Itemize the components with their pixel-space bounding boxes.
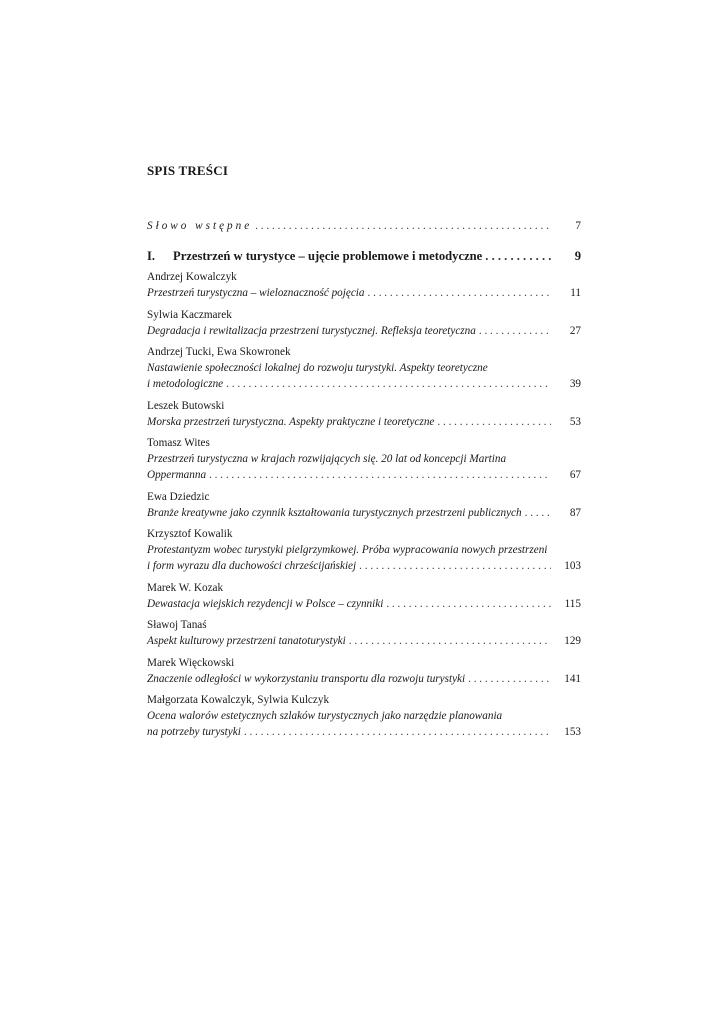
toc-entry-author: Andrzej Kowalczyk [147, 271, 237, 283]
section-page: 9 [574, 249, 581, 263]
toc-entry-author: Marek W. Kozak [147, 581, 224, 594]
toc-entry-title: Oppermanna [147, 469, 207, 481]
leader-dots [437, 414, 551, 430]
page-title: SPIS TREŚCI [147, 163, 229, 178]
leader-dots [386, 596, 551, 612]
toc-entry-page: 129 [564, 635, 581, 647]
toc-entry-title-line: Protestantyzm wobec turystyki pielgrzymkowej. Próba wypracowania nowych przestrzeni [147, 544, 548, 556]
toc-entry-title: na potrzeby turystyki [147, 726, 241, 738]
leader-dots [349, 633, 551, 649]
leader-dots [244, 724, 551, 740]
toc-intro-page: 7 [575, 220, 581, 232]
toc-entry-title-line: Ocena walorów estetycznych szlaków turystycznych jako narzędzie planowania [147, 710, 503, 722]
leader-dots [255, 218, 551, 234]
leader-dots [209, 467, 551, 483]
leader-dots [485, 247, 551, 265]
toc-entry-author: Sławoj Tanaś [147, 619, 207, 631]
toc-entry-title: Przestrzeń turystyczna – wieloznaczność pojęcia [147, 287, 365, 299]
leader-dots [359, 558, 551, 574]
toc-entry-author: Małgorzata Kowalczyk, Sylwia Kulczyk [147, 694, 330, 706]
leader-dots [368, 285, 551, 301]
toc-entry-page: 53 [569, 415, 581, 428]
toc-entry-title-line: Nastawienie społeczności lokalnej do rozwoju turystyki. Aspekty teoretyczne [147, 362, 488, 374]
toc-entry-page: 141 [564, 672, 581, 685]
toc-entry-author: Leszek Butowski [147, 399, 225, 412]
toc-entry-page: 67 [569, 469, 581, 481]
leader-dots [468, 671, 551, 687]
toc-entry-title: Znaczenie odległości w wykorzystaniu transportu dla rozwoju turystyki [147, 672, 466, 685]
leader-dots [226, 376, 551, 392]
toc-entry [147, 376, 581, 392]
toc-entry [147, 414, 581, 430]
toc-entry-page: 11 [570, 287, 581, 299]
toc-entry [147, 633, 581, 649]
toc-entry-author: Marek Więckowski [147, 656, 235, 669]
toc-entry-title-line: Przestrzeń turystyczna w krajach rozwijających się. 20 lat od koncepcji Martina [147, 453, 507, 465]
toc-entry-page: 153 [564, 726, 581, 738]
toc-entry-title: Dewastacja wiejskich rezydencji w Polsce – czynniki [147, 597, 384, 610]
toc-entry-title: i form wyrazu dla duchowości chrześcijańskiej [147, 560, 357, 572]
toc-entry [147, 558, 581, 574]
leader-dots [479, 323, 551, 339]
toc-entry-page: 103 [564, 560, 581, 572]
toc-entry-title: Aspekt kulturowy przestrzeni tanatoturystyki [147, 635, 346, 647]
toc-entry-author: Krzysztof Kowalik [147, 528, 233, 540]
toc-entry [147, 596, 581, 612]
toc-section [147, 247, 581, 265]
toc-entry [147, 505, 581, 521]
toc-entry [147, 724, 581, 740]
section-title [147, 247, 482, 265]
toc-entry-author: Sylwia Kaczmarek [147, 308, 232, 321]
toc-entry [147, 285, 581, 301]
toc-intro-title: Słowo wstępne [147, 220, 253, 232]
toc-intro [147, 218, 581, 234]
toc-entry-page: 115 [564, 597, 581, 610]
toc-entry-title: Branże kreatywne jako czynnik kształtowania turystycznych przestrzeni publicznych [147, 506, 522, 519]
toc-entry-author: Tomasz Wites [147, 437, 210, 449]
toc-entry [147, 671, 581, 687]
toc-entry-title: Degradacja i rewitalizacja przestrzeni turystycznej. Refleksja teoretyczna [147, 324, 476, 337]
toc-entry-page: 39 [569, 378, 581, 390]
toc-entry-author: Andrzej Tucki, Ewa Skowronek [147, 346, 291, 358]
toc-entry-page: 87 [569, 506, 581, 519]
toc-entry [147, 467, 581, 483]
section-title-text: Przestrzeń w turystyce – ujęcie problemowe i metodyczne [173, 249, 483, 263]
toc-entry-author: Ewa Dziedzic [147, 490, 210, 503]
toc-entry-title: i metodologiczne [147, 378, 224, 390]
section-number: I. [147, 249, 156, 263]
leader-dots [525, 505, 551, 521]
toc-entry [147, 323, 581, 339]
toc-entry-title: Morska przestrzeń turystyczna. Aspekty praktyczne i teoretyczne [147, 415, 435, 428]
toc-entry-page: 27 [569, 324, 581, 337]
